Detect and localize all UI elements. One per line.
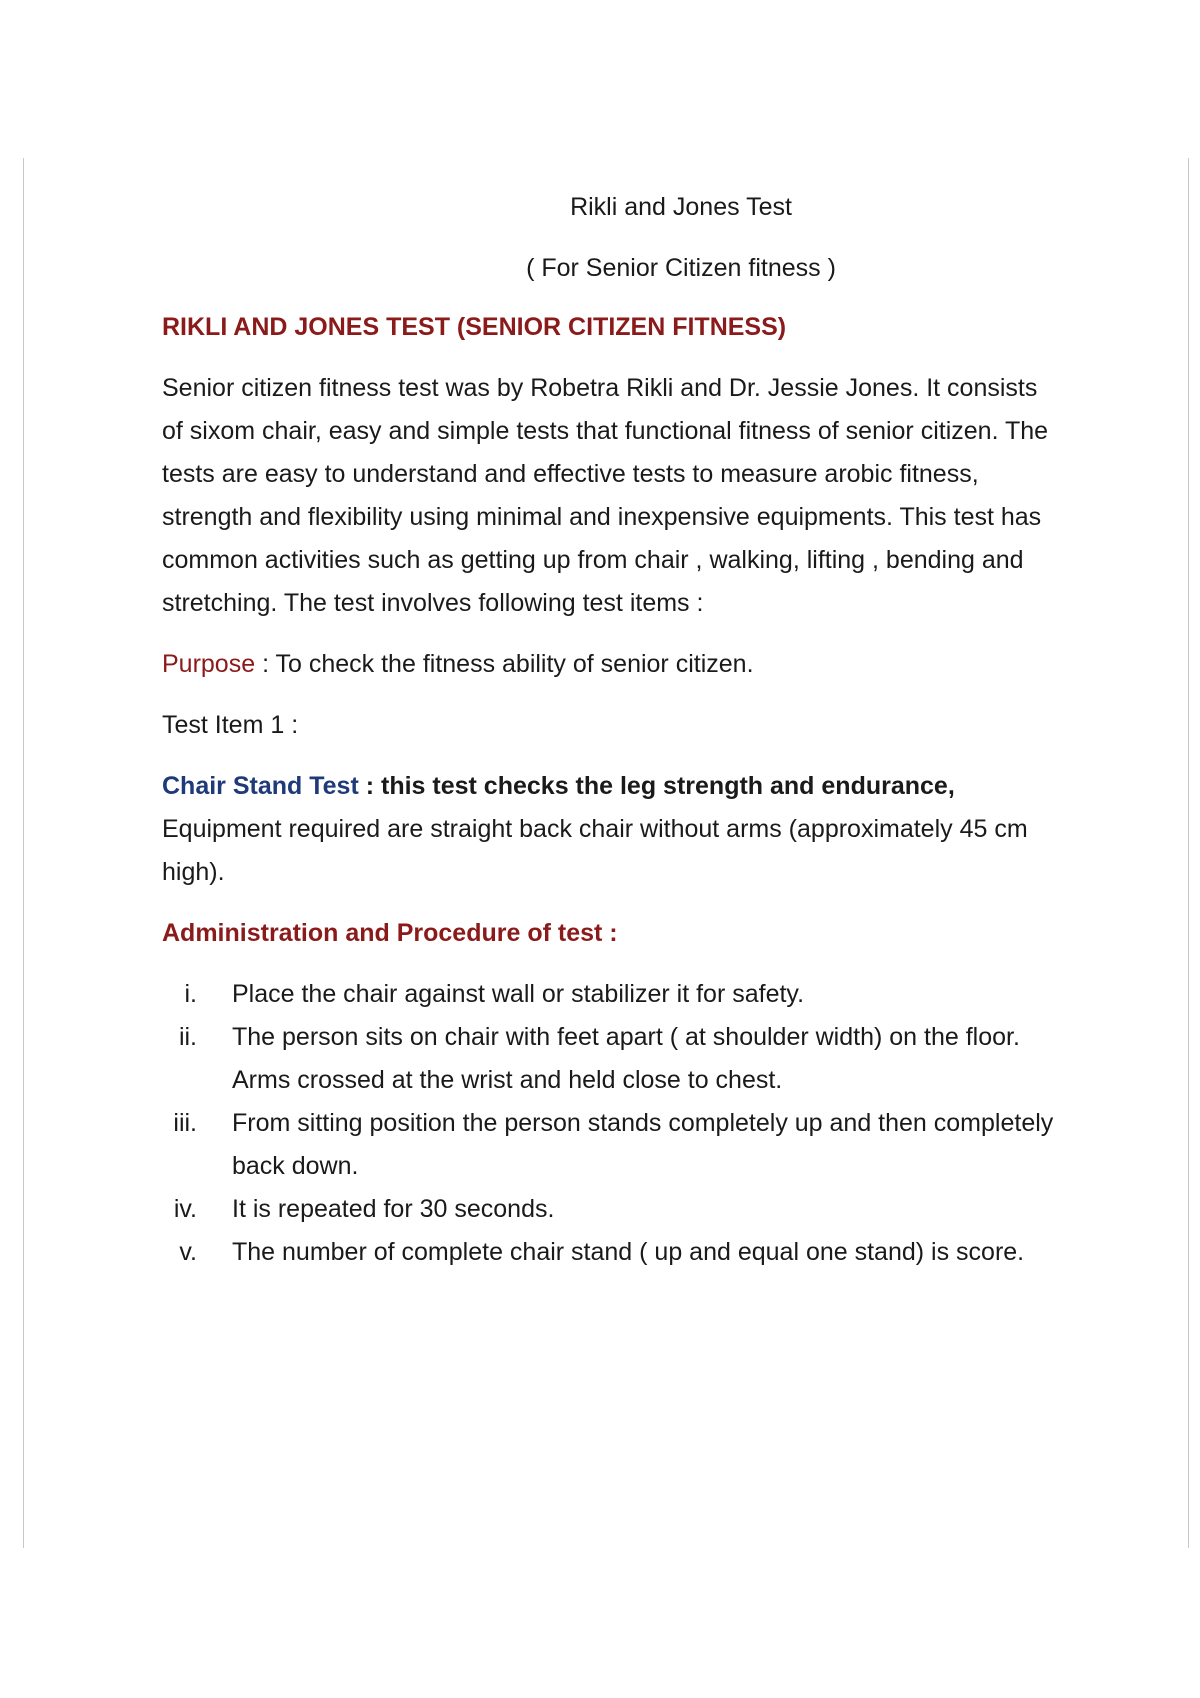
purpose-text: : To check the fitness ability of senior citizen. xyxy=(255,650,754,678)
document-body xyxy=(162,186,1062,1274)
purpose-line xyxy=(162,643,1062,686)
procedure-item xyxy=(162,1102,1062,1188)
document-subtitle: ( For Senior Citizen fitness ) xyxy=(526,254,836,282)
procedure-numeral: ii. xyxy=(178,1023,197,1051)
procedure-text: The person sits on chair with feet apart ( at shoulder width) on the floor. Arms crossed at the wrist and held close to chest. xyxy=(232,1023,1020,1094)
procedure-text: It is repeated for 30 seconds. xyxy=(232,1195,555,1223)
procedure-numeral: iii. xyxy=(173,1109,197,1137)
procedure-item xyxy=(162,973,1062,1016)
procedure-numeral: i. xyxy=(184,980,197,1008)
procedure-text: The number of complete chair stand ( up and equal one stand) is score. xyxy=(232,1238,1025,1266)
procedure-text: Place the chair against wall or stabilizer it for safety. xyxy=(232,980,805,1008)
chair-stand-intro: : this test checks the leg strength and endurance, xyxy=(358,772,955,800)
test-item-label: Test Item 1 : xyxy=(162,711,299,739)
procedure-item xyxy=(162,1231,1062,1274)
procedure-list xyxy=(162,973,1062,1274)
chair-stand-details: Equipment required are straight back chair without arms (approximately 45 cm high). xyxy=(162,815,1028,886)
procedure-heading: Administration and Procedure of test : xyxy=(162,919,618,947)
chair-stand-test-name: Chair Stand Test xyxy=(162,772,359,800)
procedure-numeral: v. xyxy=(179,1238,197,1266)
procedure-item xyxy=(162,1188,1062,1231)
purpose-label: Purpose xyxy=(162,650,256,678)
procedure-item xyxy=(162,1016,1062,1102)
procedure-numeral: iv. xyxy=(173,1195,197,1223)
document-title: Rikli and Jones Test xyxy=(570,193,792,221)
page-left-edge xyxy=(23,158,24,1548)
intro-paragraph: Senior citizen fitness test was by Robetra Rikli and Dr. Jessie Jones. It consists of sixom chair, easy and simple tests that functional fitness of senior citizen. The tests are easy to understand and effective tests to measure arobic fitness, strength and flexibility using minimal and inexpensive equipments. This test has common activities such as getting up from chair , walking, lifting , bending and stretching. The test involves following test items : xyxy=(162,374,1049,617)
procedure-text: From sitting position the person stands completely up and then completely back down. xyxy=(232,1109,1054,1180)
page-right-edge xyxy=(1188,158,1189,1548)
chair-stand-paragraph xyxy=(162,765,1062,894)
main-heading: RIKLI AND JONES TEST (SENIOR CITIZEN FITNESS) xyxy=(162,313,787,341)
